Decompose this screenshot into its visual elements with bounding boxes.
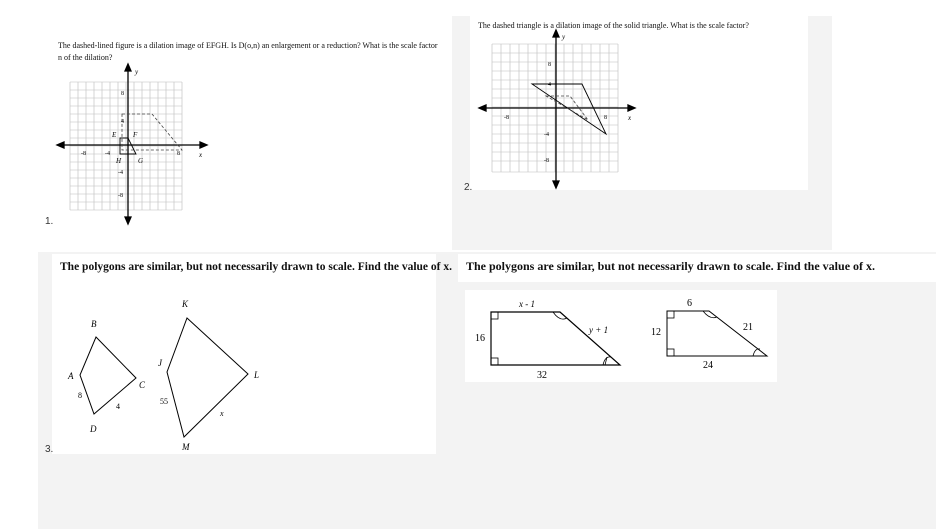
right-angle-mark [491,358,498,365]
right-angle-mark [667,311,674,318]
polygon-abcd [80,337,136,414]
tick-x-8: 8 [604,115,607,121]
tick-y-4: 4 [548,82,551,88]
tick-y-m8: -8 [118,193,123,199]
vertex-b: B [91,319,97,329]
vertex-g: G [138,157,144,165]
y-axis-label: y [562,33,566,41]
tick-y-8: 8 [121,91,124,97]
problem-1-number: 1. [45,216,54,227]
label-24: 24 [703,360,713,371]
large-trapezoid [491,312,620,365]
y-axis-label: y [135,68,139,76]
tick-x-m8: -8 [504,115,509,121]
label-6: 6 [687,298,692,309]
vertex-l: L [254,370,260,380]
x-axis-label: x [199,151,203,159]
side-x: x [220,409,224,418]
axes [479,30,635,188]
vertex-k: K [182,299,189,309]
problem-2-graph [476,28,638,192]
vertex-j: J [158,358,162,368]
label-12: 12 [651,327,661,338]
vertex-c: C [139,380,146,390]
label-16: 16 [475,333,485,344]
side-55: 55 [160,397,168,406]
problem-2-text: The dashed triangle is a dilation image of the solid triangle. What is the scale factor? [478,21,749,30]
tick-x-m8: -8 [81,151,86,157]
problem-3-figures [60,290,270,455]
vertex-d: D [90,424,97,434]
right-angle-mark [667,349,674,356]
vertex-e: E [112,131,117,139]
vertex-a: A [68,371,74,381]
tick-y-m8: -8 [544,158,549,164]
grid [70,82,182,210]
problem-4-text: The polygons are similar, but not necessarily drawn to scale. Find the value of x. [466,259,876,273]
problem-4-figures [465,290,777,382]
tick-x-m4: -4 [105,151,110,157]
tick-x-8: 8 [177,151,180,157]
tick-y-m4: -4 [118,170,123,176]
problem-1-graph [55,62,210,227]
right-angle-mark [491,312,498,319]
tick-y-4: 4 [121,119,124,125]
label-y-plus-1: y + 1 [589,325,609,335]
polygon-jklm [167,318,248,437]
vertex-h: H [116,157,122,165]
label-21: 21 [743,322,753,333]
axes [57,64,207,224]
label-32: 32 [537,370,547,381]
vertex-f: F [133,131,138,139]
tick-y-m4: -4 [544,132,549,138]
small-trapezoid [667,311,767,356]
tick-y-8: 8 [548,62,551,68]
problem-2-number: 2. [464,182,473,193]
problem-3-number: 3. [45,444,54,455]
vertex-m: M [182,442,190,452]
side-4: 4 [116,402,120,411]
x-axis-label: x [628,114,632,122]
problem-1-text: The dashed-lined figure is a dilation image of EFGH. Is D(o,n) an enlargement or a reduction? What is the scale factor n of the dilation? [58,41,438,62]
problem-3-text: The polygons are similar, but not necessarily drawn to scale. Find the value of x. [60,261,452,273]
side-8: 8 [78,391,82,400]
label-x-minus-1: x - 1 [519,299,535,309]
